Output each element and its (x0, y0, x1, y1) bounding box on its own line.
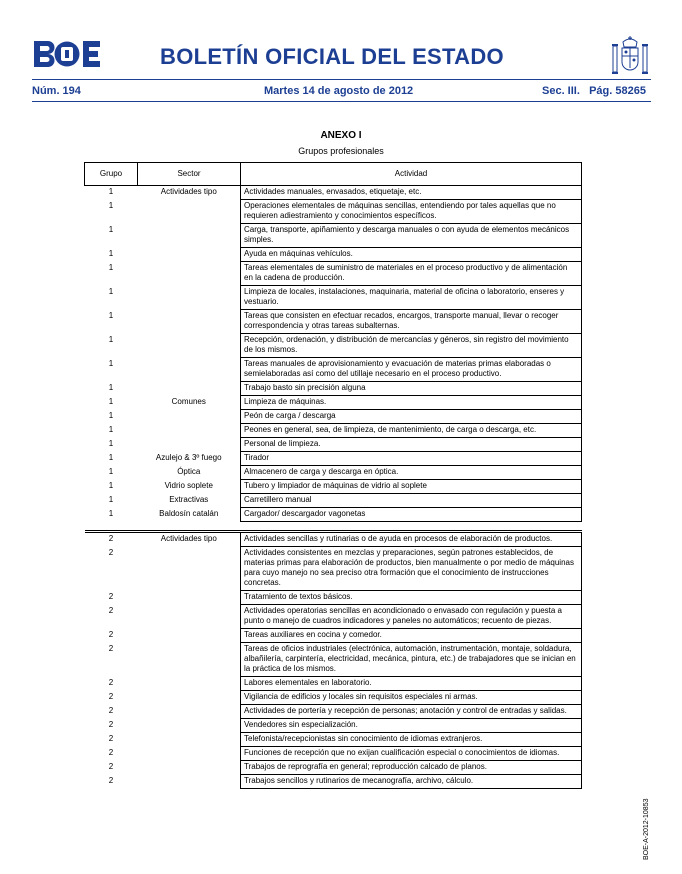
table-row (85, 775, 582, 789)
sector-cell (138, 262, 241, 286)
sector-cell: Vidrio soplete (164, 480, 213, 490)
group-cell: 1 (108, 396, 114, 406)
spain-coat-of-arms-icon (610, 36, 650, 78)
activity-cell: Trabajos de reprografía en general; reproducción calcado de planos. (241, 761, 582, 775)
sector-cell (138, 248, 241, 262)
activity-cell: Actividades sencillas y rutinarias o de ayuda en procesos de elaboración de productos. (241, 532, 582, 547)
sector-cell (138, 677, 241, 691)
group-cell: 1 (108, 466, 114, 476)
activity-cell: Tareas que consisten en efectuar recados, encargos, transporte manual, llevar o recoger correspondencia y otras tareas subalternas. (241, 310, 582, 334)
table-row (85, 286, 582, 310)
issue-number: Núm. 194 (32, 85, 81, 97)
table-row (85, 186, 582, 200)
table-row (85, 761, 582, 775)
group-cell: 2 (108, 605, 114, 615)
header-rule-bottom (32, 101, 651, 102)
activity-cell: Peón de carga / descarga (241, 410, 582, 424)
table-row (85, 334, 582, 358)
sector-cell (138, 719, 241, 733)
group-cell: 2 (108, 629, 114, 639)
group-cell: 2 (108, 775, 114, 785)
sector-cell (138, 424, 241, 438)
group-separator (85, 522, 582, 532)
group-cell: 2 (108, 747, 114, 757)
table-row (85, 705, 582, 719)
annex-title: ANEXO I (320, 130, 362, 141)
group-cell: 1 (108, 494, 114, 504)
activity-cell: Operaciones elementales de máquinas sencillas, entendiendo por tales aquellas que no requieren adiestramiento y conocimientos específicos. (241, 200, 582, 224)
activity-cell: Tareas de oficios industriales (electrónica, automación, instrumentación, montaje, soldadura, albañilería, carpintería, electricidad, mecánica, pintura, etc.) de trabajadores que se inician en la práctica de los mismos. (241, 643, 582, 677)
group-cell: 1 (108, 508, 114, 518)
activity-cell: Tareas auxiliares en cocina y comedor. (241, 629, 582, 643)
group-cell: 1 (108, 438, 114, 448)
table-row (85, 547, 582, 591)
activity-cell: Tareas manuales de aprovisionamiento y evacuación de materias primas elaboradas o semielaboradas así como del utillaje necesario en el proceso productivo. (241, 358, 582, 382)
sector-cell (138, 286, 241, 310)
sector-cell (138, 410, 241, 424)
table-row (85, 605, 582, 629)
group-cell: 1 (108, 224, 114, 234)
activity-cell: Limpieza de locales, instalaciones, maquinaria, material de oficina o laboratorio, enseres y vestuario. (241, 286, 582, 310)
issue-date: Martes 14 de agosto de 2012 (264, 85, 414, 97)
sector-cell (138, 200, 241, 224)
activity-cell: Funciones de recepción que no exijan cualificación especial o conocimientos de idiomas. (241, 747, 582, 761)
table-row (85, 494, 582, 508)
professional-groups-table (84, 162, 582, 789)
table-row (85, 677, 582, 691)
sector-cell (138, 605, 241, 629)
activity-cell: Trabajos sencillos y rutinarios de mecanografía, archivo, cálculo. (241, 775, 582, 789)
table-row (85, 382, 582, 396)
group-cell: 1 (108, 452, 114, 462)
activity-cell: Tareas elementales de suministro de materiales en el proceso productivo y de alimentación en la cadena de producción. (241, 262, 582, 286)
group-cell: 2 (108, 677, 114, 687)
group-cell: 2 (85, 532, 138, 547)
activity-cell: Carretillero manual (241, 494, 582, 508)
activity-cell: Actividades operatorias sencillas en acondicionado o envasado con regulación y puesta a punto o manejo de cuadros indicadores y paneles no automáticos; recuento de piezas. (241, 605, 582, 629)
table-row (85, 438, 582, 452)
table-row (85, 310, 582, 334)
section-page: Sec. III. Pág. 58265 (542, 85, 646, 97)
group-cell: 2 (108, 591, 114, 601)
table-row (85, 629, 582, 643)
activity-cell: Vendedores sin especialización. (241, 719, 582, 733)
sector-cell (138, 761, 241, 775)
sector-cell (138, 310, 241, 334)
table-row (85, 733, 582, 747)
group-cell: 2 (108, 691, 114, 701)
sector-cell (138, 382, 241, 396)
activity-cell: Tratamiento de textos básicos. (241, 591, 582, 605)
activity-cell: Peones en general, sea, de limpieza, de mantenimiento, de carga o descarga, etc. (241, 424, 582, 438)
group-cell: 1 (108, 410, 114, 420)
table-row (85, 719, 582, 733)
activity-cell: Personal de limpieza. (241, 438, 582, 452)
page-title: BOLETÍN OFICIAL DEL ESTADO (160, 44, 504, 69)
group-cell: 2 (108, 643, 114, 653)
sector-cell: Comunes (171, 396, 206, 406)
activity-cell: Labores elementales en laboratorio. (241, 677, 582, 691)
table-row (85, 508, 582, 522)
sector-cell (138, 733, 241, 747)
sector-cell (138, 358, 241, 382)
activity-cell: Almacenero de carga y descarga en óptica. (241, 466, 582, 480)
activity-cell: Recepción, ordenación, y distribución de mercancías y géneros, sin registro del movimiento de los mismos. (241, 334, 582, 358)
sector-cell (138, 224, 241, 248)
table-row (85, 424, 582, 438)
group-cell: 1 (108, 286, 114, 296)
table-row (85, 248, 582, 262)
group-cell: 2 (108, 547, 114, 557)
activity-cell: Tubero y limpiador de máquinas de vidrio al soplete (241, 480, 582, 494)
activity-cell: Actividades consistentes en mezclas y preparaciones, según patrones establecidos, de materias primas para elaboración de productos, bien manualmente o por medio de máquinas para cuyo manejo no sea preciso otra formación que el conocimiento de instrucciones concretas. (241, 547, 582, 591)
sector-cell: Óptica (177, 466, 201, 476)
activity-cell: Limpieza de máquinas. (241, 396, 582, 410)
activity-cell: Trabajo basto sin precisión alguna (241, 382, 582, 396)
activity-cell: Tirador (241, 452, 582, 466)
table-row (85, 358, 582, 382)
column-header-sector: Sector (138, 163, 241, 186)
group-cell: 1 (108, 187, 114, 196)
activity-cell: Ayuda en máquinas vehículos. (241, 248, 582, 262)
sector-cell: Actividades tipo (138, 532, 241, 547)
sector-cell (138, 591, 241, 605)
sector-cell (138, 629, 241, 643)
annex-subtitle: Grupos profesionales (298, 146, 384, 156)
activity-cell: Actividades de portería y recepción de personas; anotación y control de entradas y salidas. (241, 705, 582, 719)
table-row (85, 466, 582, 480)
table-row (85, 480, 582, 494)
sector-cell (138, 691, 241, 705)
boe-logo-icon (32, 40, 102, 68)
group-cell: 2 (108, 761, 114, 771)
group-cell: 1 (108, 262, 114, 272)
group-cell: 2 (108, 719, 114, 729)
table-row (85, 224, 582, 248)
sector-cell (138, 643, 241, 677)
activity-cell: Carga, transporte, apiñamiento y descarga manuales o con ayuda de elementos mecánicos simples. (241, 224, 582, 248)
sector-cell: Azulejo & 3º fuego (155, 452, 222, 462)
table-row (85, 396, 582, 410)
header-rule-top (32, 79, 651, 80)
column-header-grupo: Grupo (85, 163, 138, 186)
group-cell: 1 (108, 310, 114, 320)
table-row (85, 591, 582, 605)
table-row (85, 691, 582, 705)
group-cell: 2 (108, 705, 114, 715)
table-row (85, 643, 582, 677)
group-cell: 2 (108, 733, 114, 743)
sector-cell: Actividades tipo (160, 187, 217, 196)
table-row (85, 747, 582, 761)
table-row (85, 262, 582, 286)
activity-cell: Cargador/ descargador vagonetas (241, 508, 582, 522)
group-cell: 1 (108, 382, 114, 392)
group-cell: 1 (108, 424, 114, 434)
group-cell: 1 (108, 480, 114, 490)
group-cell: 1 (108, 200, 114, 210)
activity-cell: Vigilancia de edificios y locales sin requisitos especiales ni armas. (241, 691, 582, 705)
activity-cell: Telefonista/recepcionistas sin conocimiento de idiomas extranjeros. (241, 733, 582, 747)
group-cell: 1 (108, 358, 114, 368)
sector-cell (138, 334, 241, 358)
sector-cell (138, 705, 241, 719)
table-row (85, 452, 582, 466)
document-code: BOE-A-2012-10853 (643, 798, 650, 860)
table-header-row (85, 163, 582, 186)
group-cell: 1 (108, 248, 114, 258)
sector-cell: Baldosín catalán (159, 508, 219, 518)
group-cell: 1 (108, 334, 114, 344)
sector-cell (138, 747, 241, 761)
sector-cell (138, 547, 241, 591)
sector-cell (138, 775, 241, 789)
table-row (85, 532, 582, 547)
column-header-actividad: Actividad (241, 163, 582, 186)
activity-cell: Actividades manuales, envasados, etiquetaje, etc. (241, 186, 582, 200)
table-row (85, 410, 582, 424)
table-row (85, 200, 582, 224)
sector-cell (138, 438, 241, 452)
sector-cell: Extractivas (169, 494, 209, 504)
